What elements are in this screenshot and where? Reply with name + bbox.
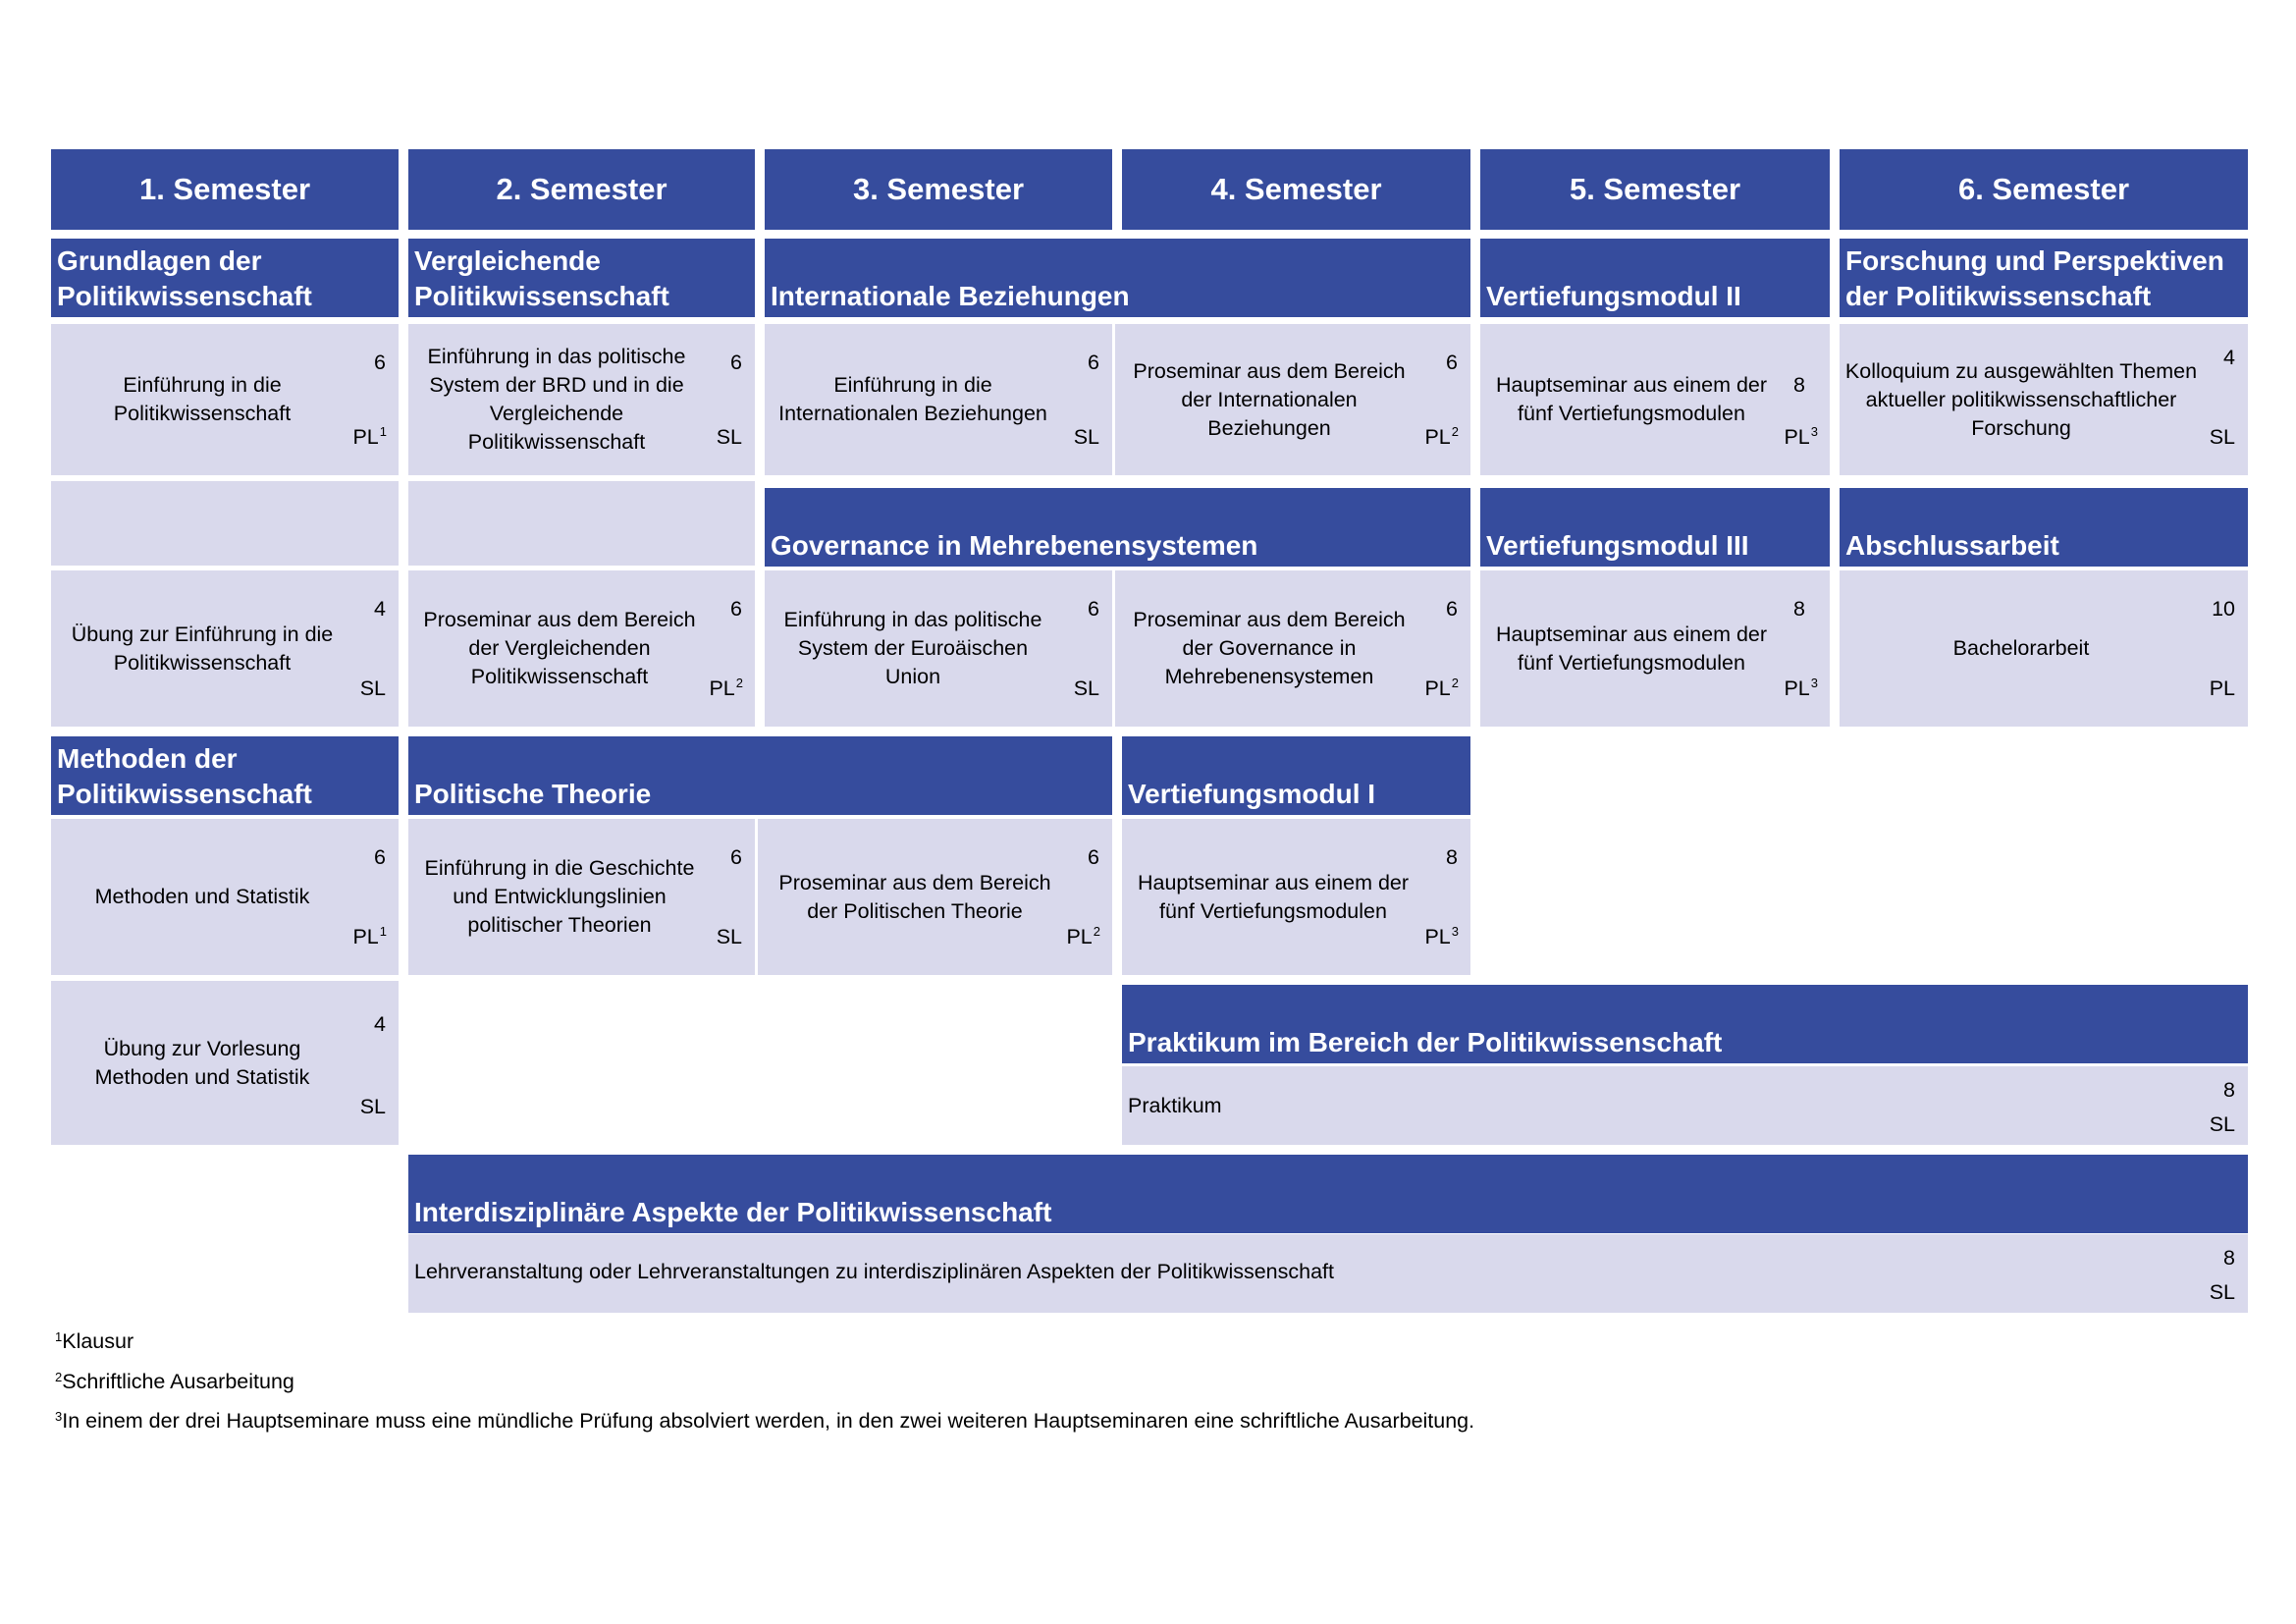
exam-type: SL: [716, 925, 742, 948]
exam-type: $PL^1$: [352, 924, 387, 948]
module-abschluss: [1840, 488, 2248, 567]
credit-points: 4: [374, 597, 386, 621]
course-cell: [51, 570, 399, 727]
credit-points: 8: [2223, 1078, 2235, 1102]
footnote-2: $^2$Schriftliche Ausarbeitung: [55, 1370, 294, 1393]
course-title: Hauptseminar aus einem der fünf Vertiefungsmodulen: [1137, 870, 1410, 923]
course-title: Hauptseminar aus einem der fünf Vertiefungsmodulen: [1495, 622, 1768, 675]
semester-header-1: 1. Semester: [51, 149, 399, 230]
exam-type: SL: [359, 677, 386, 700]
module-title: Vergleichende Politikwissenschaft: [414, 245, 669, 311]
module-title: Forschung und Perspektiven der Politikwissenschaft: [1845, 245, 2224, 311]
module-interdisziplinaer: [408, 1155, 2248, 1233]
course-title: Proseminar aus dem Bereich der Internationalen Beziehungen: [1133, 358, 1406, 440]
course-cell: [408, 1234, 2248, 1313]
exam-type: $PL^3$: [1784, 424, 1818, 449]
semester-header-6: 6. Semester: [1840, 149, 2248, 230]
exam-type: SL: [2209, 425, 2235, 449]
module-title: Politische Theorie: [414, 779, 652, 809]
module-title: Internationale Beziehungen: [771, 281, 1130, 311]
course-cell: [1122, 819, 1470, 975]
exam-type: $PL^2$: [1424, 676, 1459, 700]
course-title: Übung zur Vorlesung Methoden und Statistik: [94, 1036, 310, 1089]
exam-type: SL: [1073, 425, 1099, 449]
course-cell: [1115, 570, 1470, 727]
course-cell: [1122, 1066, 2248, 1145]
exam-type: PL: [2209, 677, 2235, 700]
course-cell: [408, 324, 755, 475]
module-theorie: [408, 736, 1112, 815]
credit-points: 8: [1793, 373, 1805, 397]
module-vertiefung1: [1122, 736, 1470, 815]
semester-header-3: 3. Semester: [765, 149, 1112, 230]
module-praktikum: [1122, 985, 2248, 1063]
empty-cell: [408, 481, 755, 566]
course-cell: [51, 981, 399, 1145]
course-title: Hauptseminar aus einem der fünf Vertiefungsmodulen: [1495, 373, 1768, 425]
credit-points: 6: [374, 351, 386, 374]
module-title: Governance in Mehrebenensystemen: [771, 530, 1258, 561]
credit-points: 6: [374, 845, 386, 869]
course-cell: [408, 819, 755, 975]
course-cell: [51, 324, 399, 475]
course-title: Einführung in die Politikwissenschaft: [113, 373, 292, 425]
course-title: Einführung in die Internationalen Beziehungen: [778, 373, 1047, 425]
course-title: Übung zur Einführung in die Politikwissenschaft: [71, 622, 334, 675]
credit-points: 6: [1446, 597, 1458, 621]
course-cell: [408, 570, 755, 727]
module-forschung: [1840, 239, 2248, 317]
course-title: Einführung in das politische System der BRD und in die Vergleichende Politikwissenschaft: [427, 345, 686, 454]
exam-type: $PL^2$: [709, 676, 743, 700]
course-title: Einführung in das politische System der Euroäischen Union: [783, 608, 1042, 688]
module-title: Grundlagen der Politikwissenschaft: [57, 245, 312, 311]
credit-points: 10: [2212, 597, 2235, 621]
course-title: Proseminar aus dem Bereich der Vergleichenden Politikwissenschaft: [423, 608, 696, 688]
course-cell: [1480, 324, 1830, 475]
exam-type: $PL^3$: [1424, 924, 1459, 948]
course-cell: [758, 819, 1112, 975]
course-title: Bachelorarbeit: [1952, 636, 2090, 660]
exam-type: $PL^3$: [1784, 676, 1818, 700]
exam-type: SL: [359, 1095, 386, 1118]
credit-points: 8: [1793, 597, 1805, 621]
exam-type: SL: [2209, 1280, 2235, 1304]
empty-cell: [51, 481, 399, 566]
credit-points: 8: [2223, 1246, 2235, 1270]
module-title: Vertiefungsmodul II: [1486, 281, 1741, 311]
course-cell: [51, 819, 399, 975]
credit-points: 6: [1088, 845, 1099, 869]
module-title: Interdisziplinäre Aspekte der Politikwissenschaft: [414, 1197, 1052, 1227]
course-title: Lehrveranstaltung oder Lehrveranstaltungen zu interdisziplinären Aspekten der Politikwissenschaft: [414, 1260, 1334, 1283]
course-cell: [765, 570, 1112, 727]
course-cell: [1115, 324, 1470, 475]
course-title: Einführung in die Geschichte und Entwicklungslinien politischer Theorien: [424, 856, 695, 937]
credit-points: 4: [374, 1012, 386, 1036]
semester-header-4: 4. Semester: [1122, 149, 1470, 230]
semester-header-5: 5. Semester: [1480, 149, 1830, 230]
course-title: Praktikum: [1128, 1093, 1222, 1117]
module-governance: [765, 488, 1470, 567]
exam-type: SL: [1073, 677, 1099, 700]
credit-points: 8: [1446, 845, 1458, 869]
course-cell: [1840, 570, 2248, 727]
footnote-1: $^1$Klausur: [55, 1329, 134, 1353]
module-title: Methoden der Politikwissenschaft: [57, 743, 312, 809]
credit-points: 6: [1088, 597, 1099, 621]
credit-points: 6: [1088, 351, 1099, 374]
module-title: Vertiefungsmodul I: [1128, 779, 1376, 809]
course-title: Kolloquium zu ausgewählten Themen aktueller politikwissenschaftlicher Forschung: [1844, 358, 2198, 440]
module-methoden: [51, 736, 399, 815]
exam-type: $PL^1$: [352, 424, 387, 449]
module-title: Praktikum im Bereich der Politikwissenschaft: [1128, 1027, 1723, 1057]
footnote-3: $^3$In einem der drei Hauptseminare muss eine mündliche Prüfung absolviert werden, in den zwei weiteren Hauptseminaren eine schriftliche Ausarbeitung.: [55, 1409, 1475, 1433]
semester-header-2: 2. Semester: [408, 149, 755, 230]
module-title: Vertiefungsmodul III: [1486, 530, 1749, 561]
credit-points: 6: [730, 351, 742, 374]
course-cell: [1840, 324, 2248, 475]
course-cell: [1480, 570, 1830, 727]
exam-type: $PL^2$: [1066, 924, 1100, 948]
course-title: Proseminar aus dem Bereich der Governance in Mehrebenensystemen: [1133, 608, 1406, 688]
course-title: Proseminar aus dem Bereich der Politischen Theorie: [778, 870, 1051, 923]
course-title: Methoden und Statistik: [94, 885, 310, 908]
credit-points: 6: [730, 845, 742, 869]
module-vergleichende: [408, 239, 755, 317]
module-vertiefung2: [1480, 239, 1830, 317]
credit-points: 6: [1446, 351, 1458, 374]
course-cell: [765, 324, 1112, 475]
credit-points: 6: [730, 597, 742, 621]
module-vertiefung3: [1480, 488, 1830, 567]
exam-type: $PL^2$: [1424, 424, 1459, 449]
exam-type: SL: [716, 425, 742, 449]
module-internationale: [765, 239, 1470, 317]
exam-type: SL: [2209, 1112, 2235, 1136]
module-grundlagen: [51, 239, 399, 317]
credit-points: 4: [2223, 346, 2235, 369]
module-title: Abschlussarbeit: [1845, 530, 2059, 561]
